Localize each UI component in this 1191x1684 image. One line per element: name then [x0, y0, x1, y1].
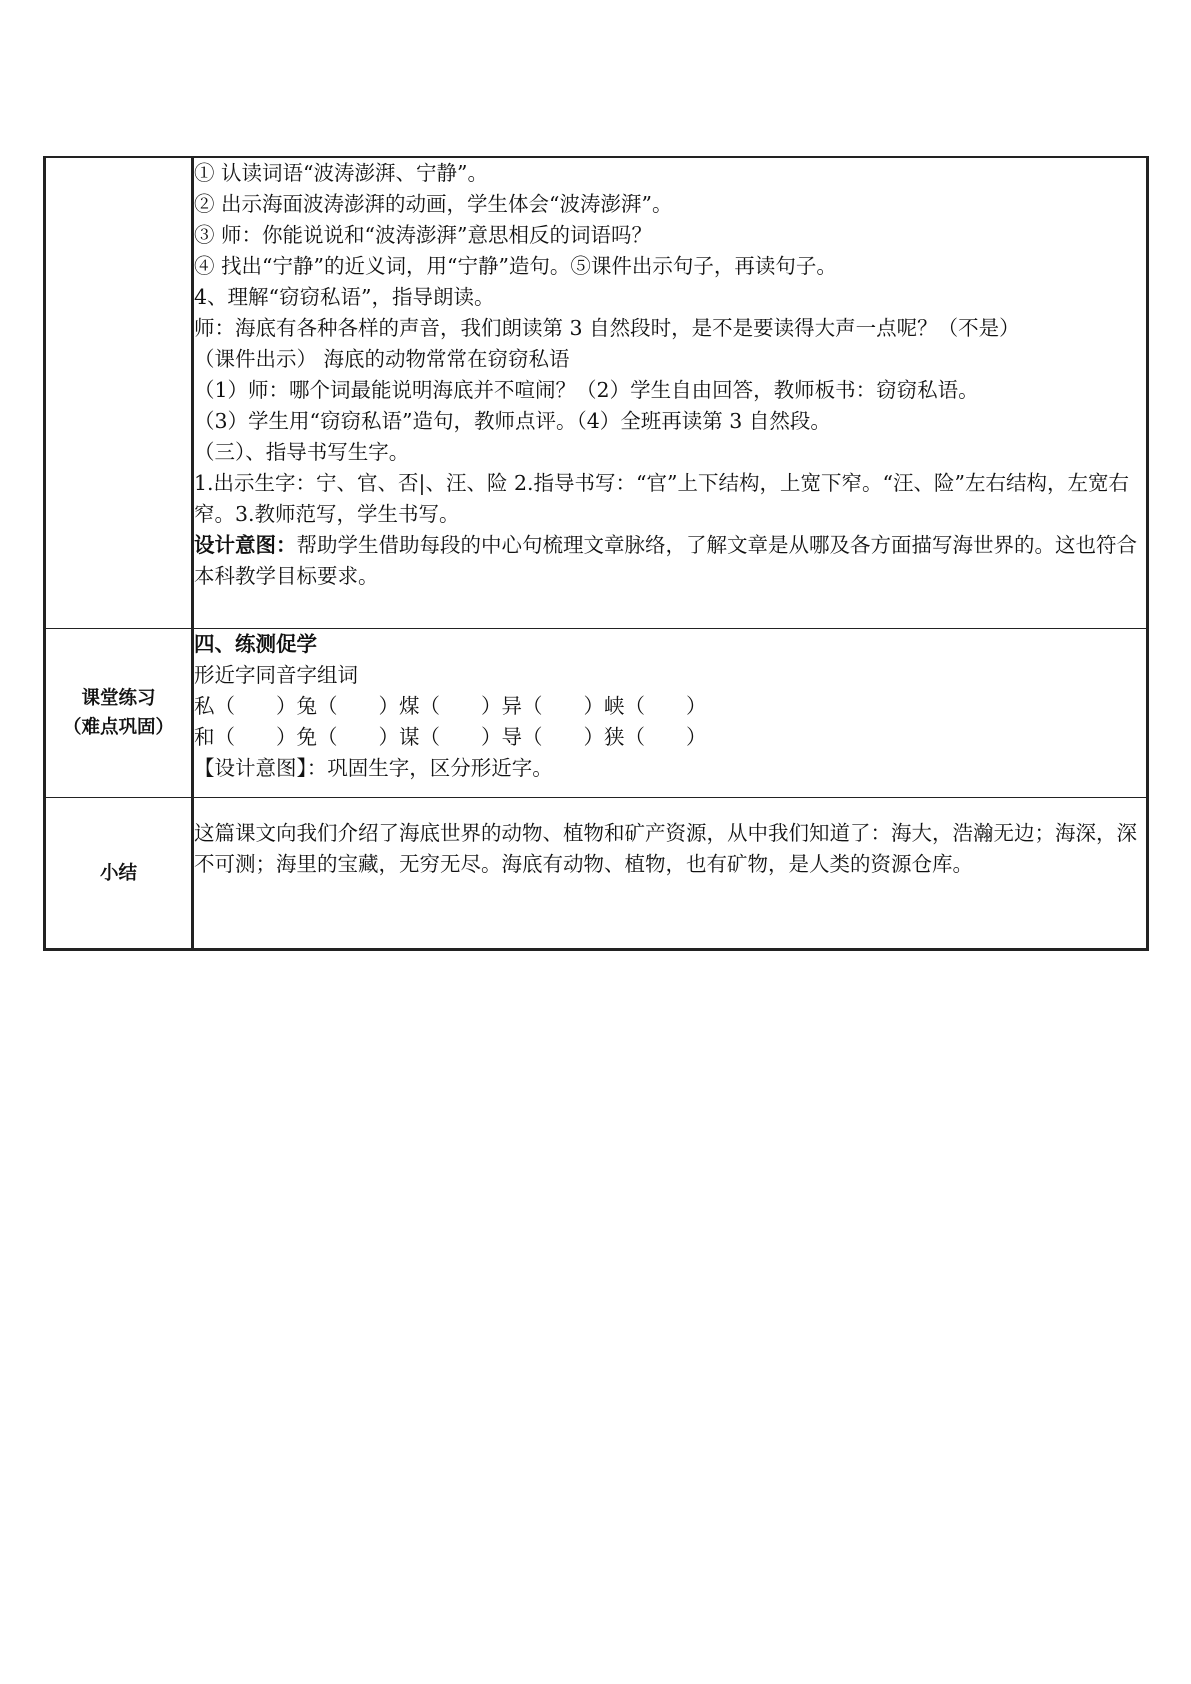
row-label-empty — [45, 157, 193, 629]
practice-cell — [193, 629, 1148, 798]
row-label-practice — [45, 629, 193, 798]
step-line: （课件出示） 海底的动物常常在窃窃私语 — [194, 347, 570, 371]
row-label-summary: 小结 — [45, 798, 193, 950]
step-line: ② 出示海面波涛澎湃的动画，学生体会“波涛澎湃”。 — [194, 192, 673, 216]
step-line: ① 认读词语“波涛澎湃、宁静”。 — [194, 161, 488, 185]
step-line: 师：海底有各种各样的声音，我们朗读第 3 自然段时，是不是要读得大声一点呢？（不是） — [194, 316, 1020, 340]
practice-label: 课堂练习 — [81, 688, 156, 709]
practice-heading: 四、练测促学 — [194, 632, 317, 656]
table-row — [45, 798, 1148, 950]
step-line: ③ 师：你能说说和“波涛澎湃”意思相反的词语吗？ — [194, 223, 652, 247]
lesson-plan-table — [43, 156, 1149, 951]
teaching-steps-cell — [193, 157, 1148, 629]
step-line: ④ 找出“宁静”的近义词，用“宁静”造句。⑤课件出示句子，再读句子。 — [194, 254, 837, 278]
table-row — [45, 629, 1148, 798]
step-line: （3）学生用“窃窃私语”造句，教师点评。（4）全班再读第 3 自然段。 — [194, 409, 831, 433]
practice-line: 和（ ）免（ ）谋（ ）导（ ）狭（ ） — [194, 725, 707, 749]
summary-text: 这篇课文向我们介绍了海底世界的动物、植物和矿产资源，从中我们知道了：海大，浩瀚无边；海深，深不可测；海里的宝藏，无穷无尽。海底有动物、植物，也有矿物，是人类的资源仓库。 — [194, 821, 1137, 876]
practice-design-intent: 【设计意图】：巩固生字，区分形近字。 — [194, 756, 553, 780]
design-intent-text: 帮助学生借助每段的中心句梳理文章脉络，了解文章是从哪及各方面描写海世界的。这也符合本科教学目标要求。 — [194, 533, 1137, 588]
design-intent-label: 设计意图： — [194, 533, 297, 557]
practice-line: 私（ ）兔（ ）煤（ ）异（ ）峡（ ） — [194, 694, 707, 718]
step-line: （1）师：哪个词最能说明海底并不喧闹？（2）学生自由回答，教师板书：窃窃私语。 — [194, 378, 979, 402]
step-line: 4、理解“窃窃私语”，指导朗读。 — [194, 285, 495, 309]
step-line: 1.出示生字：宁、官、否|、汪、险 2.指导书写：“官”上下结构，上宽下窄。“汪、险”左右结构，左宽右窄。3.教师范写，学生书写。 — [194, 471, 1129, 526]
design-intent — [194, 530, 1146, 592]
table-row — [45, 157, 1148, 629]
step-line: （三）、指导书写生字。 — [194, 440, 410, 464]
summary-cell — [193, 798, 1148, 950]
practice-sublabel: （难点巩固） — [62, 717, 174, 738]
practice-subheading: 形近字同音字组词 — [194, 663, 358, 687]
